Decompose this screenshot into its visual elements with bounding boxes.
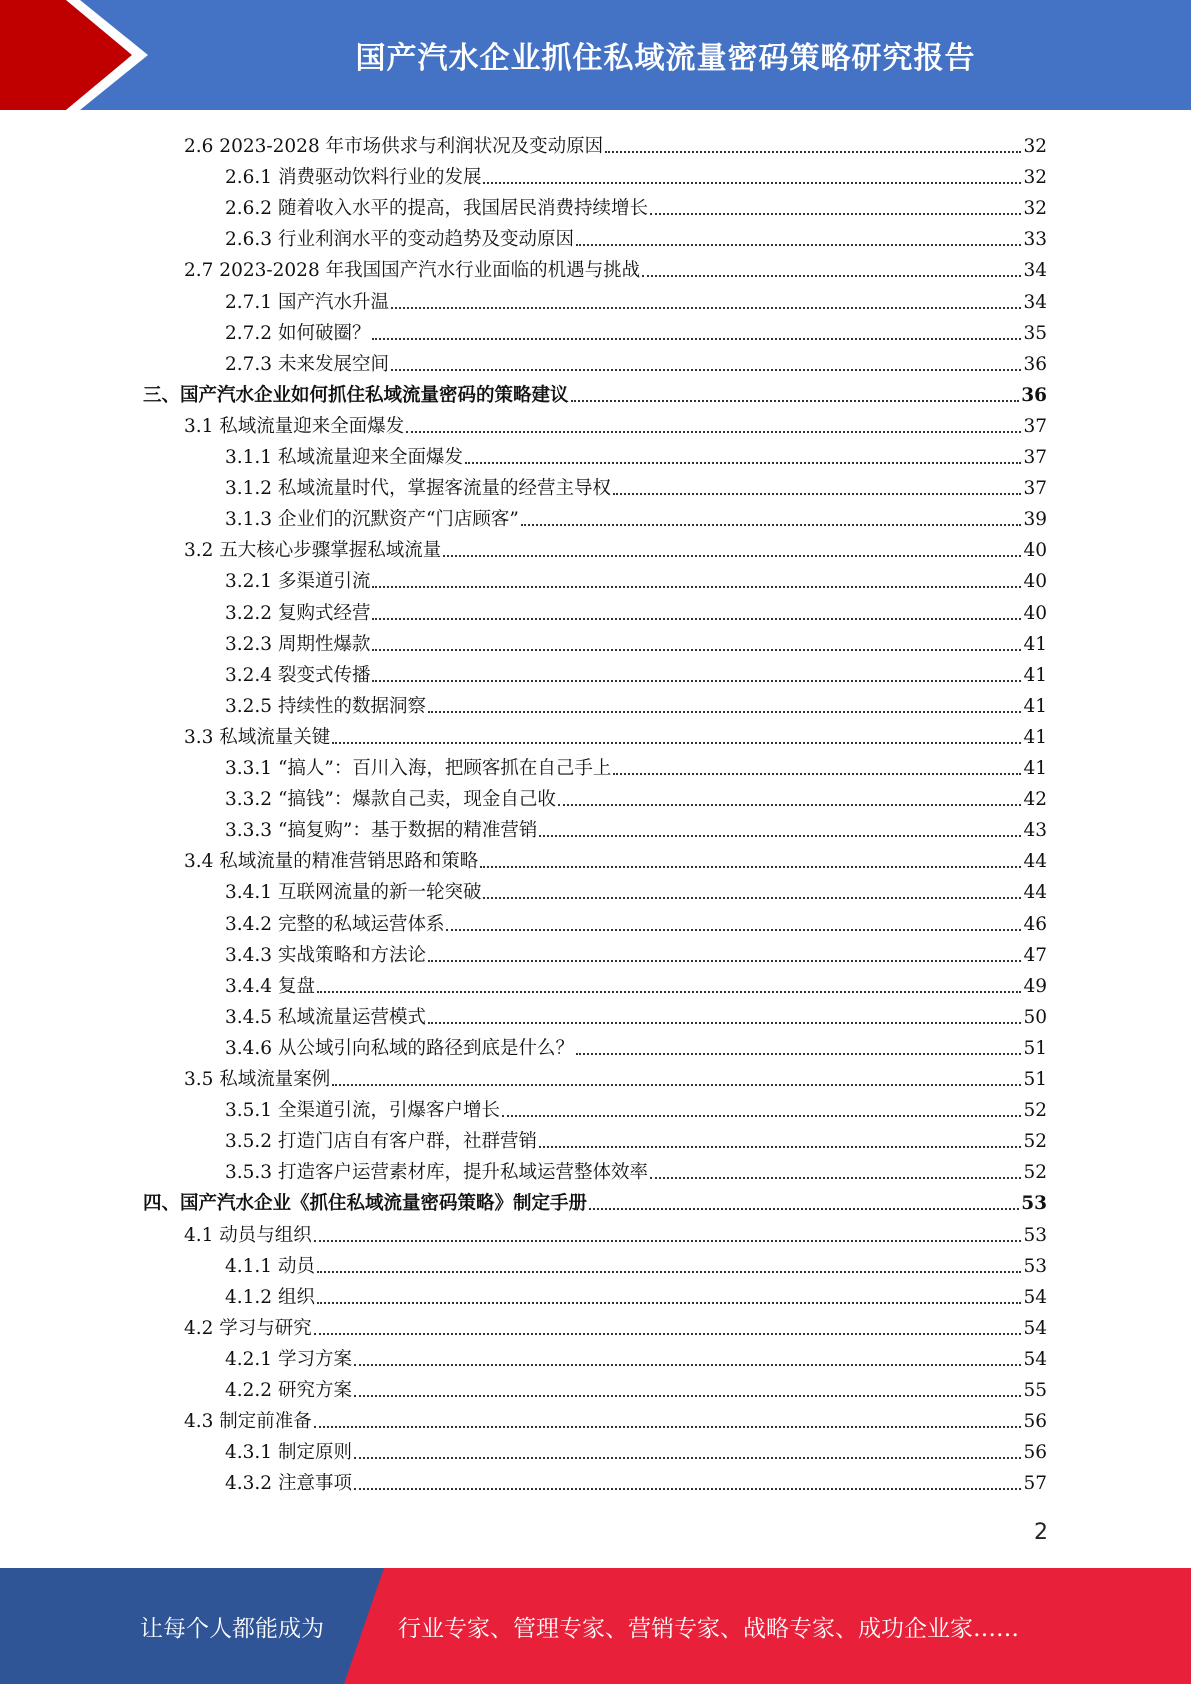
toc-entry-title: 2.6.1 消费驱动饮料行业的发展 [225, 167, 482, 189]
toc-dot-leader [314, 1426, 1022, 1428]
toc-dot-leader [465, 462, 1021, 464]
toc-entry-page: 54 [1023, 1317, 1047, 1339]
toc-entry-title: 2.6.3 行业利润水平的变动趋势及变动原因 [225, 229, 574, 251]
toc-entry[interactable] [184, 531, 1047, 562]
toc-dot-leader [372, 680, 1021, 682]
toc-entry-page: 54 [1023, 1348, 1047, 1370]
toc-entry-page: 51 [1023, 1069, 1047, 1090]
toc-entry-title: 3.2.1 多渠道引流 [225, 571, 371, 593]
toc-entry-page: 39 [1023, 509, 1047, 531]
toc-dot-leader [317, 1302, 1022, 1304]
toc-entry-title: 3.5.2 打造门店自有客户群，社群营销 [225, 1131, 537, 1153]
toc-entry-title: 2.7.1 国产汽水升温 [225, 291, 389, 313]
toc-dot-leader [613, 493, 1021, 495]
toc-entry-page: 57 [1023, 1473, 1047, 1495]
toc-entry[interactable] [184, 407, 1047, 438]
toc-entry-title: 3.1.2 私域流量时代，掌握客流量的经营主导权 [225, 478, 611, 500]
toc-entry[interactable] [225, 1122, 1047, 1153]
toc-entry-title: 4.3.2 注意事项 [225, 1473, 352, 1495]
toc-entry-page: 40 [1023, 602, 1047, 624]
toc-entry[interactable] [225, 998, 1047, 1029]
toc-entry-title: 3.3.1 “搞人”：百川入海，把顾客抓在自己手上 [225, 758, 612, 779]
toc-entry[interactable] [225, 189, 1047, 220]
toc-entry[interactable] [225, 687, 1047, 718]
toc-entry-title: 3.5.1 全渠道引流，引爆客户增长 [225, 1100, 500, 1122]
toc-entry-title: 2.7.2 如何破圈？ [225, 322, 371, 344]
toc-entry-title: 2.7.3 未来发展空间 [225, 353, 389, 375]
toc-dot-leader [391, 369, 1021, 371]
toc-entry-title: 3.2.5 持续性的数据洞察 [225, 695, 426, 717]
toc-entry-title: 3.4.2 完整的私域运营体系 [225, 913, 445, 935]
toc-dot-leader [391, 307, 1021, 309]
report-title: 国产汽水企业抓住私域流量密码策略研究报告 [355, 41, 976, 76]
toc-entry[interactable] [184, 1309, 1047, 1340]
toc-dot-leader [317, 991, 1022, 993]
toc-entry-page: 32 [1023, 198, 1047, 220]
toc-entry[interactable] [225, 594, 1047, 625]
toc-entry-title: 2.6 2023-2028 年市场供求与利润状况及变动原因 [184, 136, 604, 157]
page-header [0, 0, 1191, 110]
toc-entry-title: 3.4.5 私域流量运营模式 [225, 1006, 426, 1028]
toc-entry[interactable] [225, 1153, 1047, 1184]
toc-entry-page: 41 [1023, 695, 1047, 717]
toc-entry-page: 36 [1021, 384, 1047, 406]
toc-entry-page: 55 [1023, 1380, 1047, 1401]
toc-entry[interactable] [143, 376, 1047, 407]
toc-entry[interactable] [225, 283, 1047, 314]
toc-entry[interactable] [225, 1371, 1047, 1402]
toc-entry-title: 2.7 2023-2028 年我国国产汽水行业面临的机遇与挑战 [184, 260, 641, 282]
toc-entry-page: 34 [1023, 260, 1047, 282]
toc-entry-title: 3.2.2 复购式经营 [225, 602, 371, 624]
toc-entry-page: 34 [1023, 291, 1047, 313]
toc-entry-title: 3.4.6 从公域引向私域的路径到底是什么？ [225, 1037, 574, 1059]
toc-entry-page: 51 [1023, 1037, 1047, 1059]
toc-entry-page: 32 [1023, 136, 1047, 157]
toc-entry-title: 四、国产汽水企业《抓住私域流量密码策略》制定手册 [143, 1193, 588, 1215]
toc-entry[interactable] [225, 967, 1047, 998]
toc-entry-page: 41 [1023, 664, 1047, 686]
toc-entry[interactable] [225, 158, 1047, 189]
toc-entry[interactable] [225, 873, 1047, 904]
toc-entry[interactable] [184, 127, 1047, 158]
toc-dot-leader [372, 586, 1021, 588]
toc-dot-leader [483, 897, 1021, 899]
toc-dot-leader [446, 929, 1021, 931]
toc-entry-page: 37 [1023, 447, 1047, 468]
toc-entry-page: 43 [1023, 820, 1047, 842]
toc-dot-leader [650, 213, 1021, 215]
toc-entry[interactable] [225, 438, 1047, 469]
toc-entry-page: 41 [1023, 758, 1047, 779]
toc-entry-title: 2.6.2 随着收入水平的提高，我国居民消费持续增长 [225, 198, 648, 220]
toc-entry-title: 3.2.3 周期性爆款 [225, 633, 371, 655]
toc-dot-leader [650, 1177, 1021, 1179]
toc-dot-leader [502, 1115, 1021, 1117]
toc-dot-leader [428, 960, 1021, 962]
toc-entry[interactable] [143, 1184, 1047, 1215]
toc-entry[interactable] [225, 1091, 1047, 1122]
toc-entry[interactable] [225, 780, 1047, 811]
toc-dot-leader [332, 1084, 1021, 1086]
toc-entry-page: 56 [1023, 1442, 1047, 1464]
toc-dot-leader [571, 400, 1020, 402]
toc-entry-page: 54 [1023, 1286, 1047, 1308]
toc-entry-title: 4.2 学习与研究 [184, 1317, 312, 1339]
toc-dot-leader [354, 1395, 1022, 1397]
toc-entry-title: 4.1.1 动员 [225, 1255, 315, 1277]
toc-dot-leader [354, 1364, 1022, 1366]
toc-dot-leader [354, 1457, 1022, 1459]
toc-entry[interactable] [225, 811, 1047, 842]
toc-entry-title: 3.4 私域流量的精准营销思路和策略 [184, 851, 479, 873]
footer-slogan-right: 行业专家、管理专家、营销专家、战略专家、成功企业家…… [398, 1615, 1019, 1642]
toc-entry[interactable] [225, 1464, 1047, 1495]
toc-entry[interactable] [225, 345, 1047, 376]
toc-entry-title: 3.1.3 企业们的沉默资产“门店顾客” [225, 509, 519, 531]
toc-dot-leader [332, 742, 1021, 744]
toc-dot-leader [406, 431, 1021, 433]
toc-entry-title: 4.1.2 组织 [225, 1286, 315, 1308]
toc-entry-page: 44 [1023, 851, 1047, 873]
page-footer [0, 1568, 1191, 1684]
toc-dot-leader [576, 244, 1021, 246]
toc-entry[interactable] [184, 251, 1047, 282]
page-number: 2 [1034, 1520, 1048, 1545]
toc-entry-title: 3.4.4 复盘 [225, 975, 315, 997]
toc-entry-title: 3.5 私域流量案例 [184, 1069, 331, 1090]
toc-entry-page: 53 [1023, 1224, 1047, 1246]
footer-slogan-left: 让每个人都能成为 [140, 1615, 324, 1642]
toc-entry-page: 40 [1023, 540, 1047, 562]
toc-entry-title: 3.1.1 私域流量迎来全面爆发 [225, 447, 463, 468]
toc-entry-page: 40 [1023, 571, 1047, 593]
toc-entry[interactable] [184, 1402, 1047, 1433]
toc-entry-page: 33 [1023, 229, 1047, 251]
toc-entry-page: 53 [1023, 1255, 1047, 1277]
toc-entry-title: 4.1 动员与组织 [184, 1224, 312, 1246]
toc-entry[interactable] [184, 1216, 1047, 1247]
toc-dot-leader [539, 835, 1021, 837]
toc-entry-page: 37 [1023, 415, 1047, 437]
toc-dot-leader [613, 773, 1021, 775]
toc-entry-page: 36 [1023, 353, 1047, 375]
toc-entry-title: 4.3.1 制定原则 [225, 1442, 352, 1464]
toc-entry-page: 32 [1023, 167, 1047, 189]
toc-dot-leader [480, 866, 1021, 868]
toc-dot-leader [314, 1240, 1022, 1242]
toc-entry[interactable] [225, 1433, 1047, 1464]
toc-entry-page: 52 [1023, 1100, 1047, 1122]
toc-entry[interactable] [225, 625, 1047, 656]
toc-entry[interactable] [225, 220, 1047, 251]
toc-entry[interactable] [225, 469, 1047, 500]
toc-entry-page: 35 [1023, 322, 1047, 344]
toc-entry-title: 3.3 私域流量关键 [184, 726, 331, 748]
toc-entry-page: 41 [1023, 726, 1047, 748]
toc-entry[interactable] [184, 1060, 1047, 1091]
toc-entry[interactable] [225, 500, 1047, 531]
toc-dot-leader [443, 555, 1021, 557]
toc-dot-leader [539, 1146, 1021, 1148]
toc-dot-leader [558, 804, 1022, 806]
toc-entry-title: 4.2.2 研究方案 [225, 1380, 352, 1401]
toc-entry-title: 3.1 私域流量迎来全面爆发 [184, 415, 405, 437]
toc-dot-leader [428, 711, 1021, 713]
toc-entry[interactable] [184, 718, 1047, 749]
toc-dot-leader [428, 1022, 1021, 1024]
toc-dot-leader [317, 1271, 1022, 1273]
toc-entry-title: 3.3.2 “搞钱”：爆款自己卖，现金自己收 [225, 789, 556, 811]
toc-entry-title: 3.4.1 互联网流量的新一轮突破 [225, 882, 482, 904]
toc-entry-page: 52 [1023, 1131, 1047, 1153]
toc-entry[interactable] [225, 1340, 1047, 1371]
toc-dot-leader [642, 275, 1021, 277]
toc-entry-title: 3.5.3 打造客户运营素材库，提升私域运营整体效率 [225, 1162, 648, 1184]
toc-entry-title: 3.4.3 实战策略和方法论 [225, 944, 426, 966]
toc-entry[interactable] [225, 1278, 1047, 1309]
toc-entry[interactable] [225, 562, 1047, 593]
toc-entry-title: 3.3.3 “搞复购”：基于数据的精准营销 [225, 820, 538, 842]
toc-entry-page: 53 [1021, 1193, 1047, 1215]
toc-entry-page: 56 [1023, 1411, 1047, 1433]
toc-dot-leader [314, 1333, 1022, 1335]
toc-entry-page: 47 [1023, 944, 1047, 966]
toc-entry-title: 3.2.4 裂变式传播 [225, 664, 371, 686]
toc-entry-page: 37 [1023, 478, 1047, 500]
toc-dot-leader [354, 1488, 1022, 1490]
toc-dot-leader [372, 649, 1021, 651]
toc-dot-leader [372, 338, 1021, 340]
toc-dot-leader [605, 151, 1021, 153]
toc-entry-title: 4.2.1 学习方案 [225, 1348, 352, 1370]
toc-entry-page: 41 [1023, 633, 1047, 655]
toc-entry-page: 42 [1023, 789, 1047, 811]
toc-entry-title: 4.3 制定前准备 [184, 1411, 312, 1433]
toc-entry[interactable] [225, 314, 1047, 345]
toc-entry[interactable] [225, 656, 1047, 687]
toc-entry-title: 三、国产汽水企业如何抓住私域流量密码的策略建议 [143, 384, 569, 406]
toc-dot-leader [576, 1053, 1021, 1055]
toc-entry-page: 52 [1023, 1162, 1047, 1184]
toc-entry[interactable] [225, 936, 1047, 967]
toc-dot-leader [372, 618, 1021, 620]
toc-entry-page: 49 [1023, 975, 1047, 997]
toc-entry[interactable] [225, 905, 1047, 936]
toc-entry[interactable] [225, 749, 1047, 780]
toc-entry[interactable] [184, 842, 1047, 873]
toc-entry-title: 3.2 五大核心步骤掌握私域流量 [184, 540, 442, 562]
toc-entry[interactable] [225, 1247, 1047, 1278]
toc-entry-page: 50 [1023, 1006, 1047, 1028]
toc-entry[interactable] [225, 1029, 1047, 1060]
toc-entry-page: 46 [1023, 913, 1047, 935]
toc-entry-page: 44 [1023, 882, 1047, 904]
toc-dot-leader [589, 1208, 1019, 1210]
toc-dot-leader [521, 524, 1022, 526]
toc-dot-leader [483, 182, 1021, 184]
